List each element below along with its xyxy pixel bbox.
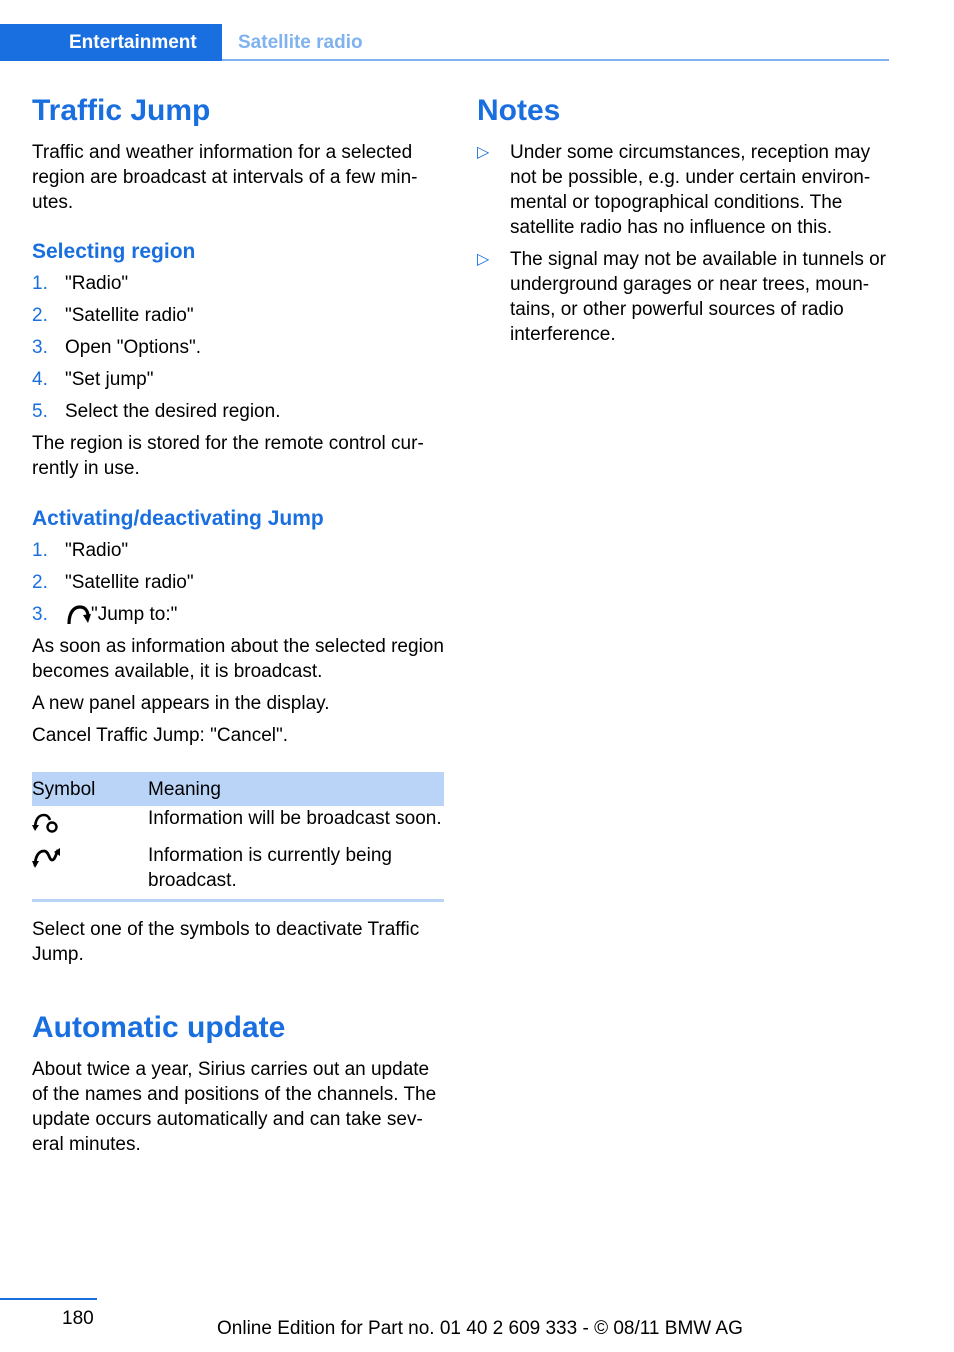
step-text: "Radio": [65, 540, 129, 561]
notes-title: Notes: [477, 94, 561, 127]
activating-para-2: A new panel appears in the display.: [32, 693, 330, 714]
step-text: "Jump to:": [91, 604, 178, 625]
traffic-jump-intro: Traffic and weather information for a selected region are broadcast at intervals of a few minutes.: [32, 142, 418, 213]
table-cell-symbol: [32, 806, 148, 835]
step-number: 5.: [32, 401, 48, 422]
activating-heading: Activating/deactivating Jump: [32, 507, 324, 530]
note-text: Under some circumstances, reception may not be possible, e.g. under certain environmental or topographical conditions. The satellite radio has no influence on this.: [510, 142, 871, 238]
activating-steps: [32, 538, 444, 634]
bullet-triangle-icon: ▷: [477, 251, 490, 268]
list-item: [32, 335, 444, 367]
table-row: [32, 806, 444, 835]
table-cell-meaning: Information is currently being broadcast.: [148, 845, 392, 891]
step-text: Open "Options".: [65, 337, 202, 358]
activating-para-1: As soon as information about the selected region becomes available, it is broadcast.: [32, 636, 444, 682]
step-text: "Satellite radio": [65, 305, 194, 326]
list-item: [32, 538, 444, 570]
list-item: [477, 140, 889, 240]
jump-pending-icon: [32, 812, 60, 833]
traffic-jump-title: Traffic Jump: [32, 94, 211, 127]
region-stored-note: The region is stored for the remote control currently in use.: [32, 433, 424, 479]
step-number: 2.: [32, 305, 48, 326]
deactivate-note: Select one of the symbols to deactivate Traffic Jump.: [32, 919, 420, 965]
step-text: "Set jump": [65, 369, 154, 390]
edition-info: Online Edition for Part no. 01 40 2 609 333 - © 08/11 BMW AG: [217, 1318, 743, 1339]
step-number: 2.: [32, 572, 48, 593]
subsection-label: Satellite radio: [238, 32, 363, 53]
step-number: 3.: [32, 337, 48, 358]
list-item: [32, 303, 444, 335]
notes-list: [477, 140, 889, 347]
footer-rule: [0, 1298, 97, 1300]
list-item: [32, 399, 444, 431]
list-item: [32, 602, 444, 634]
activating-para-3: Cancel Traffic Jump: "Cancel".: [32, 725, 289, 746]
table-bottom-rule: [32, 899, 444, 902]
note-text: The signal may not be available in tunnels or underground garages or near trees, mountains, or other powerful sources of radio interference.: [510, 249, 887, 345]
column-header-symbol: Symbol: [32, 772, 148, 806]
table-row: [32, 835, 444, 899]
list-item: [32, 367, 444, 399]
table-cell-symbol: [32, 835, 148, 899]
column-header-meaning: Meaning: [148, 772, 444, 806]
right-column: [477, 92, 889, 347]
step-number: 4.: [32, 369, 48, 390]
list-item: [477, 247, 889, 347]
table-header-row: [32, 772, 444, 806]
jump-arrow-icon: [65, 604, 91, 625]
section-tab: Entertainment: [0, 24, 222, 61]
jump-active-icon: [32, 847, 62, 868]
selecting-region-heading: Selecting region: [32, 240, 196, 263]
bullet-triangle-icon: ▷: [477, 144, 490, 161]
table-cell-meaning: Information will be broadcast soon.: [148, 808, 442, 829]
selecting-region-steps: [32, 271, 444, 431]
left-column: [32, 92, 444, 1157]
step-text: "Satellite radio": [65, 572, 194, 593]
step-number: 3.: [32, 604, 48, 625]
step-text: Select the desired region.: [65, 401, 281, 422]
step-number: 1.: [32, 540, 48, 561]
list-item: [32, 271, 444, 303]
list-item: [32, 570, 444, 602]
header-rule: [222, 59, 889, 61]
step-text: "Radio": [65, 273, 129, 294]
step-number: 1.: [32, 273, 48, 294]
symbol-table: [32, 772, 444, 899]
page-number: 180: [62, 1308, 94, 1329]
automatic-update-title: Automatic update: [32, 1011, 286, 1044]
automatic-update-text: About twice a year, Sirius carries out an update of the names and positions of the channels. The update occurs automatically and can take several minutes.: [32, 1059, 437, 1155]
